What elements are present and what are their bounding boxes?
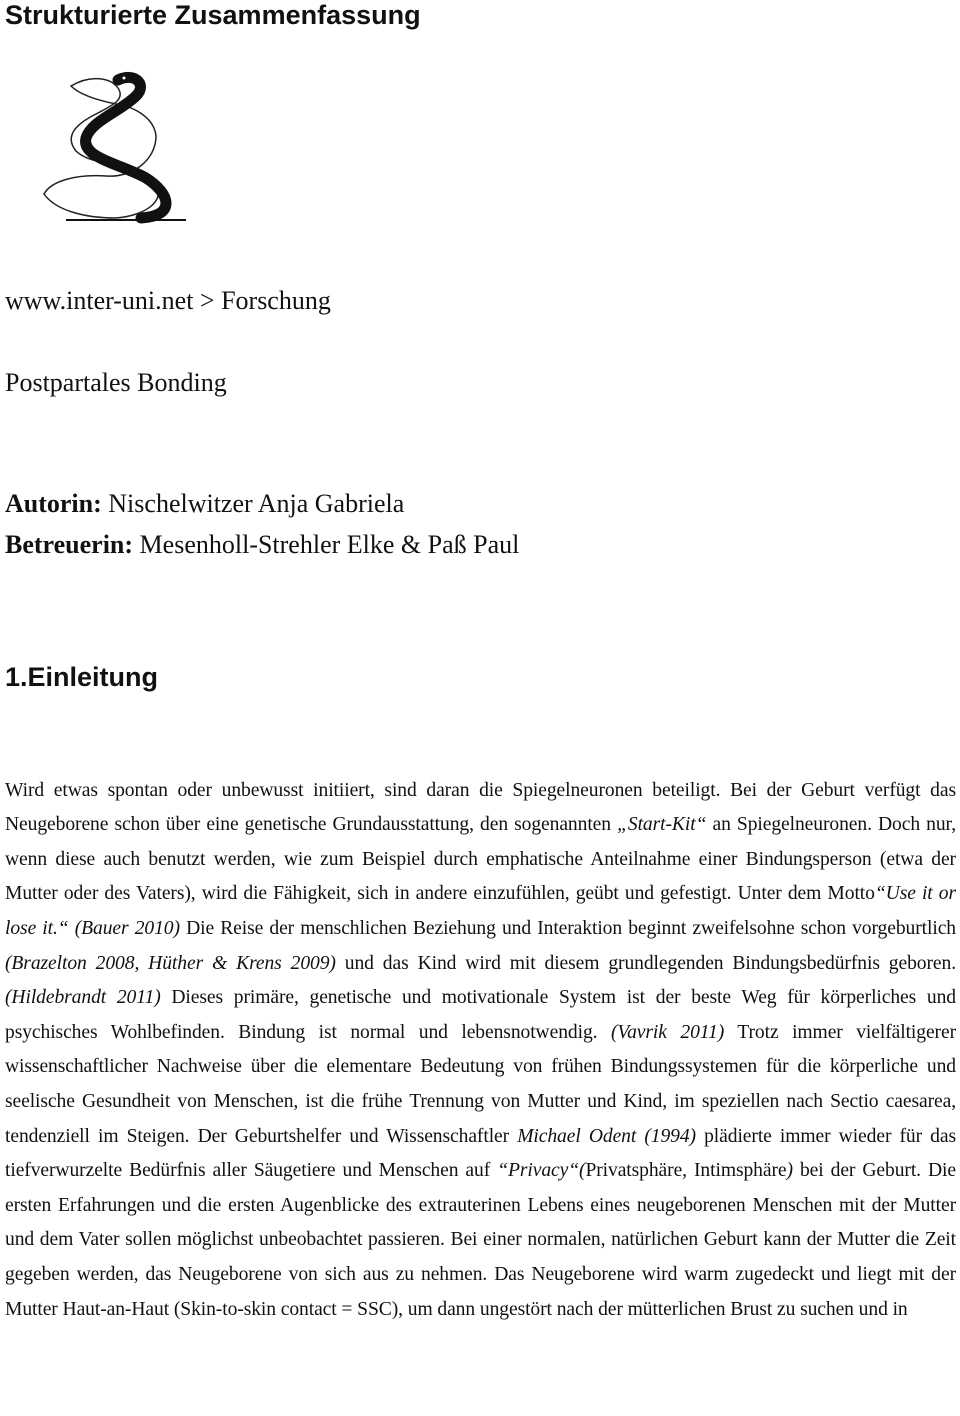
text: plädierte immer wieder für das tiefverwurzelte Bedürfnis aller Säugetiere und Menschen auf xyxy=(5,1125,956,1182)
citation: (Hildebrandt 2011) xyxy=(5,987,161,1009)
author-line xyxy=(5,489,404,519)
logo-snake-section-icon xyxy=(36,66,196,226)
citation: “Use it or lose it.“ (Bauer 2010) xyxy=(5,883,956,939)
document-title: Postpartales Bonding xyxy=(5,368,227,397)
text: Wird etwas spontan oder unbewusst initiiert, sind daran die Spiegelneuronen beteiligt. Bei der Geburt verfügt das Neugeborene schon über eine genetische Grundausstattung, den sogenannten xyxy=(5,779,956,836)
citation: Michael Odent (1994) xyxy=(517,1125,696,1147)
text: Trotz immer vielfältigerer wissenschaftlicher Nachweise über die elementare Bedeutung von frühen Bindungssystemen für die körperliche und seelische Gesundheit von Menschen, ist die frühe Trennung von Mutter und Kind, im speziellen nach Sectio caesarea, tendenziell im Steigen. Der Geburtshelfer und Wissenschaftler xyxy=(5,1021,957,1147)
text: und das Kind wird mit diesem grundlegenden Bindungsbedürfnis geboren. xyxy=(335,952,956,974)
quote: „Start-Kit“ xyxy=(617,814,707,836)
text: an Spiegelneuronen. Doch nur, wenn diese auch benutzt werden, wie zum Beispiel durch emphatische Anteilnahme einer Bindungsperson (etwa der Mutter oder des Vaters), wird die Fähigkeit, sich in andere einzufühlen, geübt und gefestigt. Unter dem Motto xyxy=(5,814,956,905)
author-label: Autorin: xyxy=(5,489,102,518)
supervisor-names: Mesenholl-Strehler Elke & Paß Paul xyxy=(133,530,520,559)
citation: (Brazelton 2008, Hüther & Krens 2009) xyxy=(5,952,336,974)
author-name: Nischelwitzer Anja Gabriela xyxy=(101,489,405,518)
section-heading: 1.Einleitung xyxy=(5,662,159,692)
text: Dieses primäre, genetische und motivationale System ist der beste Weg für körperliches und psychisches Wohlbefinden. Bindung ist normal und lebensnotwendig. xyxy=(5,987,957,1043)
breadcrumb: www.inter-uni.net > Forschung xyxy=(5,286,331,315)
page-title: Strukturierte Zusammenfassung xyxy=(5,0,421,30)
text: ) xyxy=(786,1160,793,1182)
citation: (Vavrik 2011) xyxy=(610,1021,725,1043)
text: Die Reise der menschlichen Beziehung und Interaktion beginnt zweifelsohne schon vorgeburtlich xyxy=(179,917,956,939)
supervisor-line xyxy=(5,530,519,560)
supervisor-label: Betreuerin: xyxy=(5,530,134,559)
text: Privatsphäre, Intimsphäre xyxy=(585,1160,787,1182)
intro-paragraph xyxy=(5,774,956,1328)
text: bei der Geburt. Die ersten Erfahrungen und die ersten Augenblicke des extrauterinen Lebens eines neugeborenen Menschen mit der Mutter und dem Vater sollen möglichst unbeobachtet passieren. Bei einer normalen, natürlichen Geburt kann der Mutter die Zeit gegeben werden, das Neugeborene von sich aus zu nehmen. Das Neugeborene wird warm zugedeckt und liegt mit der Mutter Haut-an-Haut (Skin-to-skin contact = SSC), um dann ungestört nach der mütterlichen Brust zu suchen und in xyxy=(5,1160,957,1320)
quote: “Privacy“( xyxy=(497,1160,586,1182)
